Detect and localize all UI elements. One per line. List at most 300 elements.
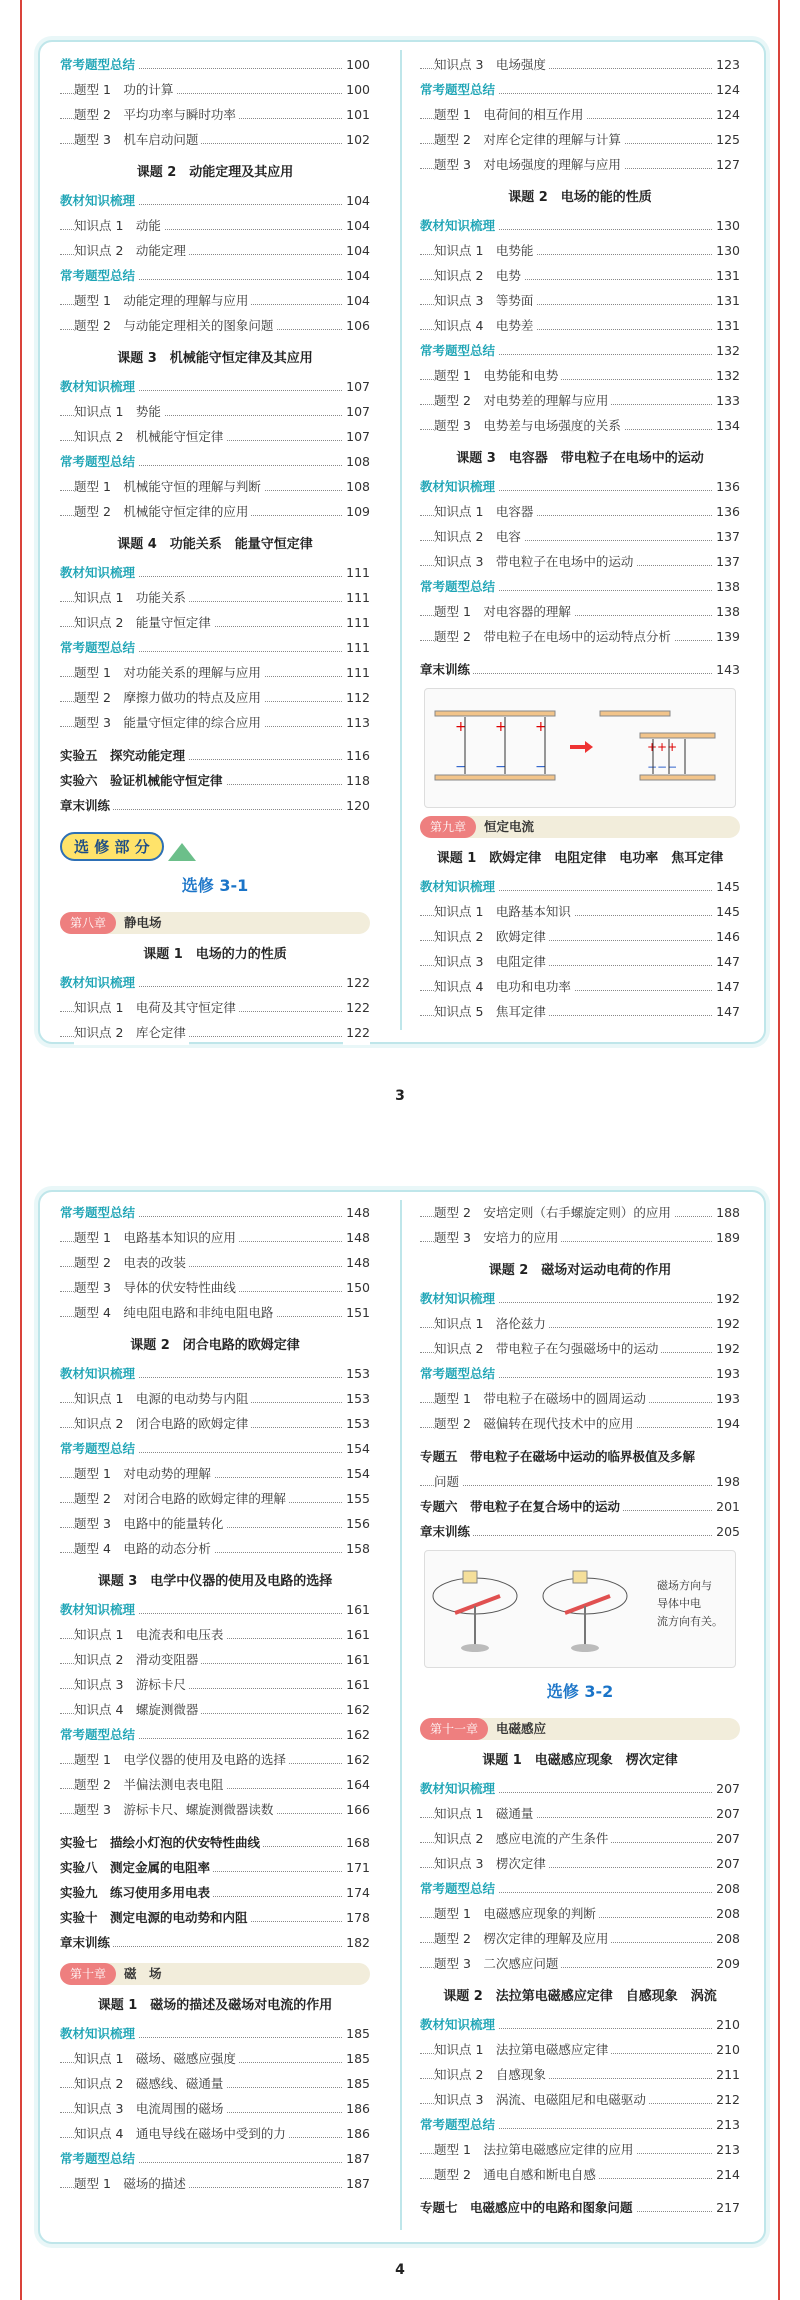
toc-page-number: 194 <box>713 1411 740 1436</box>
toc-entry-label: 教材知识梳理 <box>420 474 498 499</box>
toc-entry-row[interactable] <box>420 388 740 413</box>
toc-entry-label: 知识点 2 库仑定律 <box>74 1020 189 1045</box>
toc-entry-label: 知识点 2 感应电流的产生条件 <box>434 1826 611 1851</box>
toc-entry-label: 知识点 4 电功和电功率 <box>434 974 574 999</box>
toc-entry-row[interactable] <box>420 127 740 152</box>
toc-entry-row[interactable] <box>420 1494 740 1519</box>
toc-page-number: 147 <box>713 949 740 974</box>
toc-entry-row[interactable] <box>420 152 740 177</box>
toc-entry-row[interactable] <box>60 2071 370 2096</box>
toc-section-row[interactable] <box>60 374 370 399</box>
toc-entry-row[interactable] <box>60 768 370 793</box>
left-margin-line <box>20 0 22 2300</box>
chapter-header <box>60 912 370 934</box>
toc-entry-row[interactable] <box>420 1444 740 1469</box>
toc-page-number: 153 <box>343 1386 370 1411</box>
elective-section-banner <box>60 832 370 868</box>
toc-entry-label: 题型 1 电荷间的相互作用 <box>434 102 586 127</box>
toc-entry-label: 常考题型总结 <box>60 1200 138 1225</box>
toc-entry-label: 常考题型总结 <box>60 1436 138 1461</box>
toc-entry-row[interactable] <box>420 413 740 438</box>
toc-page-number: 161 <box>343 1672 370 1697</box>
toc-page-number: 122 <box>343 970 370 995</box>
svg-text:−: − <box>455 759 467 775</box>
toc-entry-row[interactable] <box>60 1486 370 1511</box>
toc-section-row[interactable] <box>420 2012 740 2037</box>
toc-entry-row[interactable] <box>60 499 370 524</box>
page-3-column-divider <box>400 50 402 1030</box>
toc-entry-row[interactable] <box>420 1826 740 1851</box>
toc-page-number: 125 <box>713 127 740 152</box>
toc-page-number: 207 <box>713 1776 740 1801</box>
lesson-title: 课题 1 电磁感应现象 楞次定律 <box>482 1753 678 1768</box>
svg-text:+++: +++ <box>647 740 678 754</box>
toc-entry-row[interactable] <box>60 660 370 685</box>
svg-text:−: − <box>495 759 507 775</box>
toc-page-number: 185 <box>343 2046 370 2071</box>
capacitor-figure <box>425 689 725 801</box>
toc-entry-label: 知识点 1 电势能 <box>434 238 536 263</box>
toc-entry-label: 知识点 2 闭合电路的欧姆定律 <box>74 1411 251 1436</box>
toc-page-number: 101 <box>343 102 370 127</box>
toc-entry-row[interactable] <box>60 1250 370 1275</box>
toc-page-number: 161 <box>343 1647 370 1672</box>
toc-entry-label: 知识点 2 电势 <box>434 263 524 288</box>
toc-entry-row[interactable] <box>420 52 740 77</box>
chapter-title: 静电场 <box>124 915 162 930</box>
toc-entry-row[interactable] <box>60 1697 370 1722</box>
toc-entry-label: 知识点 4 电势差 <box>434 313 536 338</box>
toc-entry-row[interactable] <box>420 657 740 682</box>
toc-entry-row[interactable] <box>420 1225 740 1250</box>
toc-entry-label: 教材知识梳理 <box>60 374 138 399</box>
toc-section-row[interactable] <box>420 874 740 899</box>
toc-entry-row[interactable] <box>420 363 740 388</box>
toc-entry-row[interactable] <box>420 313 740 338</box>
toc-page-number: 182 <box>343 1930 370 1955</box>
toc-section-row[interactable] <box>60 188 370 213</box>
toc-entry-row[interactable] <box>60 1930 370 1955</box>
toc-page-number: 116 <box>343 743 370 768</box>
toc-entry-row[interactable] <box>60 2171 370 2196</box>
toc-entry-row[interactable] <box>60 793 370 818</box>
toc-entry-label: 题型 1 磁场的描述 <box>74 2171 189 2196</box>
toc-page-number: 166 <box>343 1797 370 1822</box>
toc-entry-row[interactable] <box>420 1901 740 1926</box>
spacer <box>60 735 370 743</box>
toc-page-number: 210 <box>713 2012 740 2037</box>
toc-entry-label: 知识点 1 动能 <box>74 213 164 238</box>
toc-entry-row[interactable] <box>60 743 370 768</box>
toc-entry-row[interactable] <box>60 1905 370 1930</box>
toc-page-number: 171 <box>343 1855 370 1880</box>
toc-entry-label: 常考题型总结 <box>420 2112 498 2137</box>
toc-entry-row[interactable] <box>420 2037 740 2062</box>
toc-page-number: 154 <box>343 1461 370 1486</box>
lesson-title: 课题 3 电学中仪器的使用及电路的选择 <box>97 1574 333 1589</box>
toc-section-row[interactable] <box>60 1597 370 1622</box>
toc-section-row[interactable] <box>60 560 370 585</box>
toc-entry-row[interactable] <box>420 499 740 524</box>
toc-page-number: 127 <box>713 152 740 177</box>
spacer <box>420 2187 740 2195</box>
toc-entry-row[interactable] <box>60 1772 370 1797</box>
toc-entry-row[interactable] <box>60 474 370 499</box>
toc-page-number: 188 <box>713 1200 740 1225</box>
toc-page-number: 118 <box>343 768 370 793</box>
toc-page-number: 148 <box>343 1200 370 1225</box>
toc-entry-label: 知识点 5 焦耳定律 <box>434 999 549 1024</box>
toc-section-row[interactable] <box>60 970 370 995</box>
toc-entry-label: 知识点 3 涡流、电磁阻尼和电磁驱动 <box>434 2087 649 2112</box>
toc-entry-row[interactable] <box>420 549 740 574</box>
toc-page-number: 192 <box>713 1286 740 1311</box>
toc-entry-label: 实验八 测定金属的电阻率 <box>60 1855 213 1880</box>
toc-page-number: 148 <box>343 1250 370 1275</box>
toc-entry-row[interactable] <box>420 524 740 549</box>
toc-entry-label: 知识点 3 电阻定律 <box>434 949 549 974</box>
toc-section-row[interactable] <box>60 635 370 660</box>
right-margin-line <box>778 0 780 2300</box>
toc-entry-label: 章末训练 <box>60 793 113 818</box>
toc-page-number: 174 <box>343 1880 370 1905</box>
toc-entry-row[interactable] <box>60 1855 370 1880</box>
toc-page-number: 108 <box>343 449 370 474</box>
toc-entry-label: 实验九 练习使用多用电表 <box>60 1880 213 1905</box>
toc-entry-label: 知识点 1 电容器 <box>434 499 536 524</box>
toc-page-number: 147 <box>713 974 740 999</box>
toc-entry-row[interactable] <box>420 2195 740 2220</box>
toc-section-row[interactable] <box>420 77 740 102</box>
figure-caption-line: 磁场方向与 <box>657 1579 712 1592</box>
toc-section-row[interactable] <box>60 2146 370 2171</box>
toc-section-row[interactable] <box>420 1286 740 1311</box>
toc-page-number: 185 <box>343 2071 370 2096</box>
toc-entry-row[interactable] <box>60 102 370 127</box>
toc-page-number: 107 <box>343 424 370 449</box>
toc-entry-row[interactable] <box>60 127 370 152</box>
toc-entry-row[interactable] <box>60 1225 370 1250</box>
toc-entry-row[interactable] <box>420 599 740 624</box>
toc-entry-row[interactable] <box>420 1336 740 1361</box>
toc-entry-row[interactable] <box>420 1801 740 1826</box>
toc-entry-label: 教材知识梳理 <box>60 2021 138 2046</box>
toc-entry-label: 题型 4 纯电阻电路和非纯电阻电路 <box>74 1300 276 1325</box>
toc-section-row[interactable] <box>60 1361 370 1386</box>
toc-entry-row[interactable] <box>60 1020 370 1045</box>
spacer <box>420 1436 740 1444</box>
toc-page-number: 155 <box>343 1486 370 1511</box>
toc-page-number: 112 <box>343 685 370 710</box>
toc-page-number: 113 <box>343 710 370 735</box>
toc-entry-label: 题型 1 电势能和电势 <box>434 363 561 388</box>
toc-entry-row[interactable] <box>60 1830 370 1855</box>
toc-page-number: 106 <box>343 313 370 338</box>
toc-page-number: 131 <box>713 288 740 313</box>
toc-entry-row[interactable] <box>60 1880 370 1905</box>
toc-page-number: 156 <box>343 1511 370 1536</box>
toc-entry-row[interactable] <box>420 102 740 127</box>
page-4-right-column <box>420 1200 740 2220</box>
toc-entry-row[interactable] <box>60 2046 370 2071</box>
toc-page-number: 207 <box>713 1826 740 1851</box>
toc-entry-row[interactable] <box>420 1200 740 1225</box>
toc-entry-row[interactable] <box>60 1411 370 1436</box>
page-3-left-column <box>60 52 370 1045</box>
toc-entry-row[interactable] <box>60 685 370 710</box>
toc-page-number: 100 <box>343 52 370 77</box>
toc-page-number: 147 <box>713 999 740 1024</box>
lesson-title: 课题 3 电容器 带电粒子在电场中的运动 <box>456 451 704 466</box>
toc-entry-row[interactable] <box>60 77 370 102</box>
toc-section-row[interactable] <box>420 213 740 238</box>
toc-page-number: 132 <box>713 363 740 388</box>
toc-page-number: 154 <box>343 1436 370 1461</box>
toc-entry-label: 知识点 2 磁感线、磁通量 <box>74 2071 226 2096</box>
page-4-column-divider <box>400 1200 402 2230</box>
svg-text:+: + <box>535 719 547 735</box>
toc-entry-label: 常考题型总结 <box>420 338 498 363</box>
toc-section-row[interactable] <box>420 574 740 599</box>
toc-entry-label: 教材知识梳理 <box>60 1361 138 1386</box>
toc-section-row[interactable] <box>420 338 740 363</box>
toc-entry-label: 实验六 验证机械能守恒定律 <box>60 768 226 793</box>
toc-entry-label: 教材知识梳理 <box>420 1286 498 1311</box>
toc-page-number: 150 <box>343 1275 370 1300</box>
toc-section-row[interactable] <box>60 263 370 288</box>
toc-entry-label: 常考题型总结 <box>420 1361 498 1386</box>
toc-entry-label: 知识点 3 楞次定律 <box>434 1851 549 1876</box>
toc-entry-label: 问题 <box>434 1469 462 1494</box>
toc-page-number: 201 <box>713 1494 740 1519</box>
toc-page-number: 122 <box>343 1020 370 1045</box>
toc-entry-label: 教材知识梳理 <box>420 213 498 238</box>
toc-entry-row[interactable] <box>420 1951 740 1976</box>
lesson-title: 课题 1 电场的力的性质 <box>143 947 287 962</box>
toc-page-number: 108 <box>343 474 370 499</box>
toc-page-number: 120 <box>343 793 370 818</box>
toc-entry-row[interactable] <box>60 995 370 1020</box>
toc-section-row[interactable] <box>60 1722 370 1747</box>
toc-entry-row[interactable] <box>60 1386 370 1411</box>
toc-entry-row[interactable] <box>60 1300 370 1325</box>
toc-page-number: 164 <box>343 1772 370 1797</box>
toc-section-row[interactable] <box>60 1200 370 1225</box>
toc-entry-row[interactable] <box>60 313 370 338</box>
toc-page-number: 161 <box>343 1597 370 1622</box>
toc-section-row[interactable] <box>60 449 370 474</box>
toc-page-number: 111 <box>343 660 370 685</box>
toc-page-number: 186 <box>343 2096 370 2121</box>
toc-entry-row[interactable] <box>420 1469 740 1494</box>
toc-entry-row[interactable] <box>60 710 370 735</box>
toc-entry-label: 题型 2 对闭合电路的欧姆定律的理解 <box>74 1486 289 1511</box>
compass-wire-figure <box>425 1551 645 1661</box>
toc-page-number: 198 <box>713 1469 740 1494</box>
toc-page-number: 209 <box>713 1951 740 1976</box>
toc-entry-row[interactable] <box>60 1647 370 1672</box>
toc-entry-row[interactable] <box>420 624 740 649</box>
toc-page-number: 104 <box>343 238 370 263</box>
toc-page-number: 162 <box>343 1747 370 1772</box>
toc-entry-row[interactable] <box>60 1672 370 1697</box>
toc-entry-label: 题型 1 功的计算 <box>74 77 176 102</box>
toc-section-row[interactable] <box>420 474 740 499</box>
svg-text:+: + <box>455 719 467 735</box>
toc-page-number: 208 <box>713 1876 740 1901</box>
toc-page-number: 137 <box>713 549 740 574</box>
toc-entry-label: 知识点 2 自感现象 <box>434 2062 549 2087</box>
toc-section-row[interactable] <box>420 1361 740 1386</box>
toc-entry-label: 知识点 3 等势面 <box>434 288 536 313</box>
toc-page-number: 212 <box>713 2087 740 2112</box>
lesson-title: 课题 2 动能定理及其应用 <box>136 165 294 180</box>
toc-entry-label: 题型 2 机械能守恒定律的应用 <box>74 499 251 524</box>
toc-entry-row[interactable] <box>420 999 740 1024</box>
toc-entry-row[interactable] <box>420 2162 740 2187</box>
toc-entry-label: 题型 2 平均功率与瞬时功率 <box>74 102 239 127</box>
chapter-header <box>420 1718 740 1740</box>
toc-entry-row[interactable] <box>420 949 740 974</box>
toc-page-number: 210 <box>713 2037 740 2062</box>
toc-page-number: 124 <box>713 102 740 127</box>
toc-entry-row[interactable] <box>420 263 740 288</box>
toc-section-row[interactable] <box>420 1876 740 1901</box>
toc-entry-row[interactable] <box>60 238 370 263</box>
toc-entry-label: 常考题型总结 <box>420 77 498 102</box>
toc-page-number: 211 <box>713 2062 740 2087</box>
toc-entry-row[interactable] <box>60 1747 370 1772</box>
toc-page-number: 213 <box>713 2112 740 2137</box>
toc-entry-label: 题型 3 游标卡尺、螺旋测微器读数 <box>74 1797 276 1822</box>
toc-page-number: 178 <box>343 1905 370 1930</box>
elective-section-label: 选 修 部 分 <box>60 832 164 861</box>
toc-entry-label: 知识点 2 动能定理 <box>74 238 189 263</box>
chapter-title: 磁 场 <box>124 1966 162 1981</box>
toc-entry-row[interactable] <box>60 2121 370 2146</box>
toc-entry-label: 知识点 1 磁通量 <box>434 1801 536 1826</box>
toc-page-number: 132 <box>713 338 740 363</box>
toc-page-number: 133 <box>713 388 740 413</box>
toc-entry-row[interactable] <box>420 2137 740 2162</box>
toc-page-number: 111 <box>343 560 370 585</box>
toc-entry-label: 题型 2 摩擦力做功的特点及应用 <box>74 685 264 710</box>
toc-page-number: 146 <box>713 924 740 949</box>
toc-entry-label: 题型 2 楞次定律的理解及应用 <box>434 1926 611 1951</box>
toc-entry-label: 知识点 2 机械能守恒定律 <box>74 424 226 449</box>
toc-section-row[interactable] <box>420 2112 740 2137</box>
toc-entry-row[interactable] <box>60 1275 370 1300</box>
toc-entry-row[interactable] <box>60 399 370 424</box>
toc-entry-row[interactable] <box>420 1411 740 1436</box>
toc-page-number: 138 <box>713 574 740 599</box>
toc-entry-row[interactable] <box>60 213 370 238</box>
toc-page-number: 130 <box>713 213 740 238</box>
elective-title: 选修 3-1 <box>181 876 249 895</box>
toc-entry-row[interactable] <box>60 424 370 449</box>
toc-entry-label: 知识点 2 能量守恒定律 <box>74 610 214 635</box>
toc-entry-row[interactable] <box>420 1519 740 1544</box>
toc-entry-row[interactable] <box>420 1311 740 1336</box>
toc-entry-row[interactable] <box>60 1797 370 1822</box>
toc-entry-label: 常考题型总结 <box>60 263 138 288</box>
figure-caption-line: 导体中电 <box>657 1597 701 1610</box>
toc-entry-label: 题型 1 电磁感应现象的判断 <box>434 1901 599 1926</box>
toc-entry-row[interactable] <box>60 2096 370 2121</box>
toc-entry-row[interactable] <box>60 1511 370 1536</box>
toc-entry-label: 题型 1 对电动势的理解 <box>74 1461 214 1486</box>
toc-section-row[interactable] <box>60 2021 370 2046</box>
toc-section-row[interactable] <box>60 1436 370 1461</box>
toc-entry-label: 教材知识梳理 <box>420 2012 498 2037</box>
magnetic-figure-box <box>424 1550 736 1668</box>
toc-entry-label: 题型 1 动能定理的理解与应用 <box>74 288 251 313</box>
toc-entry-label: 常考题型总结 <box>60 1722 138 1747</box>
toc-entry-row[interactable] <box>420 1851 740 1876</box>
toc-entry-label: 题型 2 通电自感和断电自感 <box>434 2162 599 2187</box>
toc-entry-row[interactable] <box>60 1536 370 1561</box>
toc-entry-row[interactable] <box>420 2062 740 2087</box>
toc-entry-label: 知识点 1 电路基本知识 <box>434 899 574 924</box>
toc-entry-row[interactable] <box>60 1461 370 1486</box>
toc-entry-label: 常考题型总结 <box>60 449 138 474</box>
toc-page-number: 100 <box>343 77 370 102</box>
toc-page-number: 192 <box>713 1336 740 1361</box>
toc-entry-label: 题型 2 安培定则（右手螺旋定则）的应用 <box>434 1200 674 1225</box>
toc-entry-row[interactable] <box>420 238 740 263</box>
toc-page-number: 153 <box>343 1361 370 1386</box>
page-number: 4 <box>395 2262 405 2278</box>
toc-entry-label: 实验十 测定电源的电动势和内阻 <box>60 1905 251 1930</box>
toc-entry-label: 题型 2 磁偏转在现代技术中的应用 <box>434 1411 636 1436</box>
toc-entry-label: 题型 3 二次感应问题 <box>434 1951 561 1976</box>
toc-entry-row[interactable] <box>420 974 740 999</box>
toc-page-number: 104 <box>343 288 370 313</box>
toc-page-number: 168 <box>343 1830 370 1855</box>
toc-entry-label: 专题六 带电粒子在复合场中的运动 <box>420 1494 623 1519</box>
toc-section-row[interactable] <box>60 52 370 77</box>
toc-page-number: 104 <box>343 188 370 213</box>
toc-page-number: 214 <box>713 2162 740 2187</box>
chapter-tag: 第九章 <box>420 816 476 838</box>
toc-entry-row[interactable] <box>420 899 740 924</box>
toc-entry-row[interactable] <box>60 610 370 635</box>
toc-entry-label: 常考题型总结 <box>420 574 498 599</box>
toc-entry-row[interactable] <box>420 288 740 313</box>
toc-entry-row[interactable] <box>420 1386 740 1411</box>
chapter-tag: 第八章 <box>60 912 116 934</box>
toc-entry-label: 知识点 3 电流周围的磁场 <box>74 2096 226 2121</box>
toc-section-row[interactable] <box>420 1776 740 1801</box>
chapter-title: 恒定电流 <box>484 819 535 834</box>
toc-entry-label: 题型 1 电路基本知识的应用 <box>74 1225 239 1250</box>
toc-entry-row[interactable] <box>60 288 370 313</box>
toc-entry-label: 题型 1 对功能关系的理解与应用 <box>74 660 264 685</box>
toc-page-number: 104 <box>343 213 370 238</box>
toc-entry-label: 题型 4 电路的动态分析 <box>74 1536 214 1561</box>
toc-entry-row[interactable] <box>420 2087 740 2112</box>
toc-entry-row[interactable] <box>60 585 370 610</box>
toc-entry-label: 题型 3 电势差与电场强度的关系 <box>434 413 624 438</box>
toc-entry-label: 知识点 3 电场强度 <box>434 52 549 77</box>
toc-page-number: 193 <box>713 1361 740 1386</box>
toc-entry-row[interactable] <box>420 924 740 949</box>
toc-entry-label: 题型 1 对电容器的理解 <box>434 599 574 624</box>
toc-entry-row[interactable] <box>420 1926 740 1951</box>
toc-entry-row[interactable] <box>60 1622 370 1647</box>
toc-entry-label: 知识点 3 带电粒子在电场中的运动 <box>434 549 636 574</box>
toc-page-number: 205 <box>713 1519 740 1544</box>
